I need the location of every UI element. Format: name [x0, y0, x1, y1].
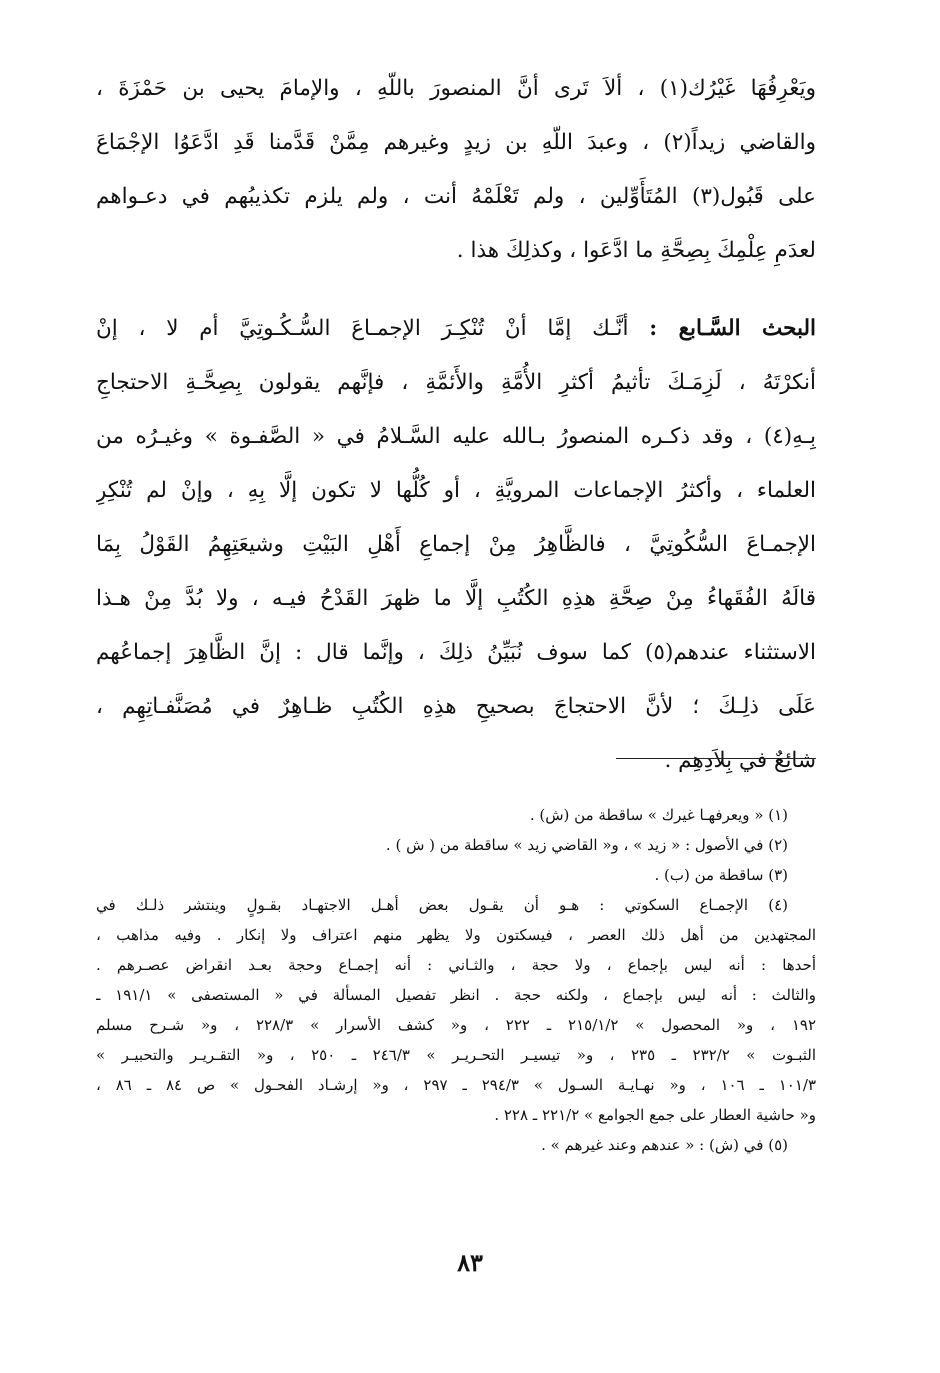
- footnote-line: المجتهدين من أهل ذلك العصر ، فيسكتون ولا يظهر منهم اعتراف ولا إنكار . وفيه مذاهب ،: [96, 926, 816, 944]
- footnote-line: و« حاشية العطار على جمع الجوامع » ٢٢١/٢ ـ ٢٢٨ .: [494, 1106, 816, 1124]
- footnote-line: ١٠١/٣ ـ ١٠٦ ، و« نهـايـة السـول » ٢٩٤/٣ ـ ٢٩٧ ، و« إرشـاد الفحـول » ص ٨٤ ـ ٨٦ ،: [96, 1076, 816, 1094]
- paragraph-1: [96, 62, 816, 278]
- text-line: أنكرْتَهُ ، لَزِمَـكَ تأثيمُ أكثرِ الأُمَّةِ والأَئمَّةِ ، فإنَّهم يقولون بِصِحَّـةِ الاحتجاجِ: [96, 370, 816, 395]
- text-line: الإجمـاعَ السُّكُوتِيَّ ، فالظَّاهِرُ مِنْ إجماعِ أَهْلِ البَيْتِ وشيعَتِهِمُ القَوْلُ بِمَا: [96, 532, 816, 557]
- text-line: [96, 302, 816, 356]
- section-heading: البحث السَّـابع :: [649, 316, 816, 341]
- text-line-rest: أنَّـك إمَّا أنْ تُنْكِـرَ الإجمـاعَ السُّـكُـوتِيَّ أم لا ، إنْ: [96, 316, 650, 341]
- footnote-line: أحدها : أنه ليس بإجماع ، ولا حجة ، والثـاني : أنه إجمـاع وحجة بعـد انقراض عصـرهم .: [96, 956, 816, 974]
- footnote-line: الثبـوت » ٢٣٢/٢ ـ ٢٣٥ ، و« تيسيـر التحـريـر » ٢٤٦/٣ ـ ٢٥٠ ، و« التقـريـر والتحبيـر »: [96, 1046, 816, 1064]
- text-line: ويَعْرِفُهَا غَيْرُك(١) ، ألاَ تَرى أنَّ المنصورَ باللّهِ ، والإمامَ يحيى بن حَمْزَةَ ،: [96, 76, 816, 101]
- paragraph-2: [96, 302, 816, 788]
- footnote-line: (٣) ساقطة من (ب) .: [654, 866, 788, 884]
- text-line: العلماء ، وأكثرُ الإجماعات المرويَّةِ ، أو كُلُّها لا تكون إلَّا بِهِ ، وإنْ لم تُنْكِرِ: [96, 478, 816, 503]
- text-line: لعدَمِ عِلْمِكَ بِصِحَّةِ ما ادَّعَوا ، وكذلِكَ هذا .: [456, 238, 816, 263]
- text-line: على قَبُول(٣) المُتَأَوِّلين ، ولم تَعْلَمْهُ أنت ، ولم يلزم تكذيبُهم في دعـواهم: [96, 184, 816, 209]
- text-line: والقاضي زيداً(٢) ، وعبدَ اللّهِ بن زيدٍ وغيرهم مِمَّنْ قَدَّمنا قَدِ ادَّعَوُا الإجْمَاعَ: [96, 130, 816, 155]
- footnote-line: ١٩٢ ، و« المحصول » ٢١٥/١/٢ ـ ٢٢٢ ، و« كشف الأسرار » ٢٢٨/٣ ، و« شـرح مسلم: [96, 1016, 816, 1034]
- text-line: شائِعٌ في بِلاَدِهِم .: [664, 748, 816, 773]
- page-number: ٨٣: [457, 1248, 483, 1277]
- footnote-line: (١) « ويعرفهـا غيرك » ساقطة من (ش) .: [529, 806, 788, 824]
- text-line: الاستثناء عندهم(٥) كما سوف نُبَيِّنُ ذلِكَ ، وإنَّما قال : إنَّ الظَّاهِرَ إجماعُهم: [96, 640, 816, 665]
- footnote-divider: [616, 758, 816, 759]
- footnote-line: والثالث : أنه ليس بإجماع ، ولكنه حجة . انظر تفصيل المسألة في « المستصفى » ١٩١/١ ـ: [96, 986, 816, 1004]
- footnote-line: (٢) في الأصول : « زيد » ، و« القاضي زيد » ساقطة من ( ش ) .: [385, 836, 788, 854]
- footnote-line: (٥) في (ش) : « عندهم وعند غيرهم » .: [541, 1136, 788, 1154]
- footnotes: [96, 800, 816, 1160]
- text-line: قالَهُ الفُقَهاءُ مِنْ صِحَّةِ هذِهِ الكُتُبِ إلَّا ما ظهرَ القَدْحُ فيـه ، ولا بُدَّ مِنْ هـذا: [96, 586, 816, 611]
- text-line: عَلَى ذلِـكَ ؛ لأنَّ الاحتجاجَ بصحيحِ هذِهِ الكُتُبِ ظـاهِرٌ في مُصَنَّفـاتِهِم ،: [96, 694, 816, 719]
- footnote-line: (٤) الإجمـاع السكوتي : هـو أن يقـول بعض أهـل الاجتهـاد بقـولٍ وينتشر ذلـك في: [96, 896, 788, 914]
- text-line: بِـهِ(٤) ، وقد ذكـره المنصورُ بـالله عليه السَّـلامُ في « الصَّفـوة » وغيـرُه من: [96, 424, 816, 449]
